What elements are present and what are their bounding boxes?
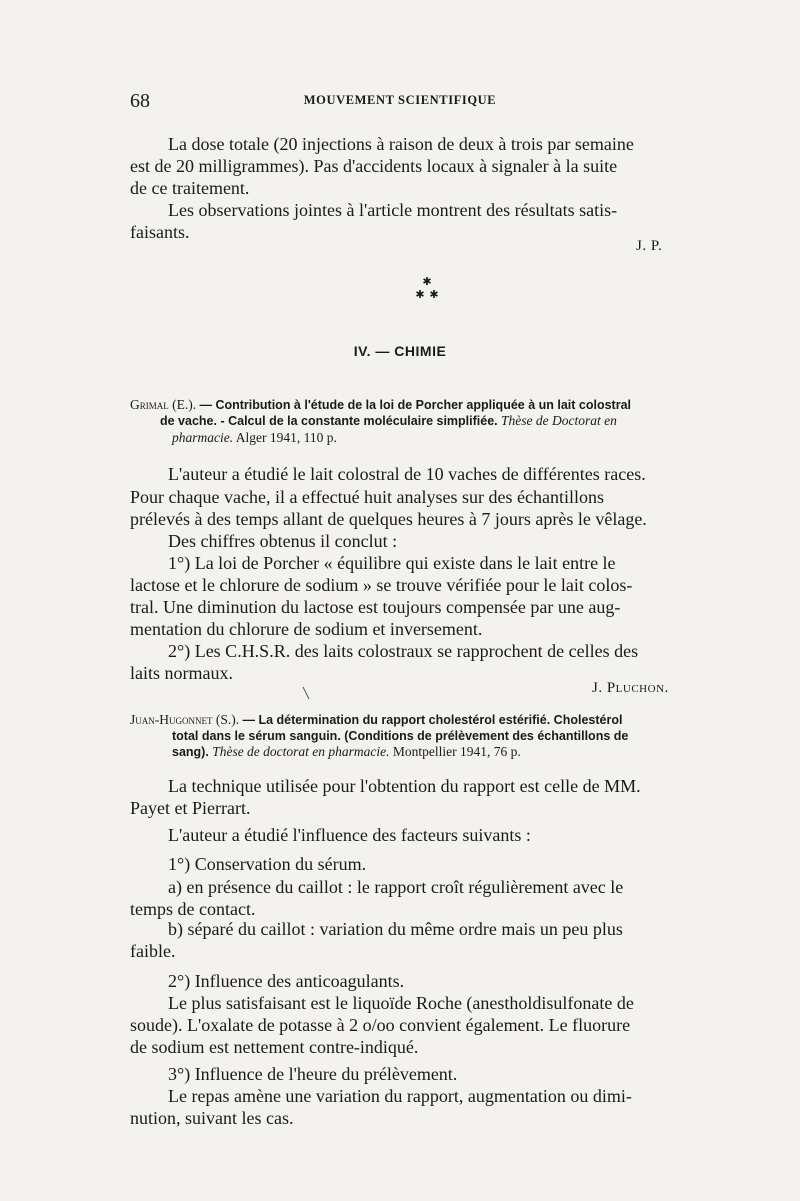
article-line: La technique utilisée pour l'obtention du rapport est celle de MM.: [168, 776, 641, 796]
reference-title: de vache. - Calcul de la constante moléculaire simplifiée.: [160, 414, 498, 428]
article-line: b) séparé du caillot : variation du même ordre mais un peu plus: [168, 919, 623, 939]
reference-title: sang).: [172, 745, 209, 759]
section-title: IV. — CHIMIE: [353, 343, 447, 359]
article-line: temps de contact.: [130, 899, 256, 919]
reference-title: — Contribution à l'étude de la loi de Porcher appliquée à un lait colostral: [199, 398, 632, 412]
stray-mark-icon: [302, 686, 310, 700]
article-line: nution, suivant les cas.: [130, 1108, 294, 1128]
article-line: faible.: [130, 941, 176, 961]
article-line: mentation du chlorure de sodium et inversement.: [130, 619, 483, 639]
intro-line: Les observations jointes à l'article montrent des résultats satis-: [168, 200, 618, 220]
svg-text:✱: ✱: [422, 275, 432, 288]
intro-line: de ce traitement.: [130, 178, 250, 198]
reference-place: Montpellier 1941, 76 p.: [392, 744, 521, 759]
article-signature: J. Pluchon.: [592, 680, 669, 696]
article-line: 2°) Les C.H.S.R. des laits colostraux se rapprochent de celles des: [168, 641, 639, 661]
reference-place: Alger 1941, 110 p.: [235, 430, 337, 445]
article-line: lactose et le chlorure de sodium » se trouve vérifiée pour le lait colos-: [130, 575, 633, 595]
article-line: de sodium est nettement contre-indiqué.: [130, 1037, 419, 1057]
reference-line: [172, 728, 628, 744]
intro-line: La dose totale (20 injections à raison de deux à trois par semaine: [168, 134, 634, 154]
reference-thesis: Thèse de Doctorat en: [501, 413, 617, 428]
svg-text:✱: ✱: [415, 288, 425, 301]
article-line: 2°) Influence des anticoagulants.: [168, 971, 405, 991]
reference-line: [172, 744, 521, 760]
article-line: Pour chaque vache, il a effectué huit analyses sur des échantillons: [130, 487, 605, 507]
reference-author: Grimal (E.).: [130, 397, 197, 412]
reference-line: [130, 712, 622, 728]
article-line: tral. Une diminution du lactose est toujours compensée par une aug-: [130, 597, 621, 617]
reference-line: [130, 397, 631, 413]
article-line: prélevés à des temps allant de quelques heures à 7 jours après le vêlage.: [130, 509, 647, 529]
article-line: Des chiffres obtenus il conclut :: [168, 531, 398, 551]
article-line: soude). L'oxalate de potasse à 2 o/oo convient également. Le fluorure: [130, 1015, 631, 1035]
article-line: 1°) La loi de Porcher « équilibre qui existe dans le lait entre le: [168, 553, 616, 573]
intro-line: est de 20 milligrammes). Pas d'accidents locaux à signaler à la suite: [130, 156, 618, 176]
article-line: 1°) Conservation du sérum.: [168, 854, 367, 874]
asterism-ornament: [412, 274, 442, 304]
article-line: Le repas amène une variation du rapport, augmentation ou dimi-: [168, 1086, 632, 1106]
reference-author: Juan-Hugonnet (S.).: [130, 712, 240, 727]
article-line: L'auteur a étudié l'influence des facteurs suivants :: [168, 825, 531, 845]
reference-line: [172, 430, 337, 446]
reference-thesis: pharmacie.: [172, 430, 234, 445]
svg-text:✱: ✱: [429, 288, 439, 301]
reference-title: — La détermination du rapport cholestérol estérifié. Cholestérol: [242, 713, 623, 727]
running-title: MOUVEMENT SCIENTIFIQUE: [303, 93, 497, 107]
reference-line: [160, 413, 617, 429]
article-line: a) en présence du caillot : le rapport croît régulièrement avec le: [168, 877, 624, 897]
reference-thesis: Thèse de doctorat en pharmacie.: [212, 744, 390, 759]
article-line: Le plus satisfaisant est le liquoïde Roche (anestholdisulfonate de: [168, 993, 634, 1013]
intro-line: faisants.: [130, 222, 190, 242]
intro-signature: J. P.: [636, 238, 663, 254]
page-number: 68: [130, 90, 150, 112]
article-line: L'auteur a étudié le lait colostral de 10 vaches de différentes races.: [168, 464, 646, 484]
article-line: laits normaux.: [130, 663, 233, 683]
reference-title: total dans le sérum sanguin. (Conditions de prélèvement des échantillons de: [172, 729, 629, 743]
article-line: 3°) Influence de l'heure du prélèvement.: [168, 1064, 458, 1084]
article-line: Payet et Pierrart.: [130, 798, 251, 818]
